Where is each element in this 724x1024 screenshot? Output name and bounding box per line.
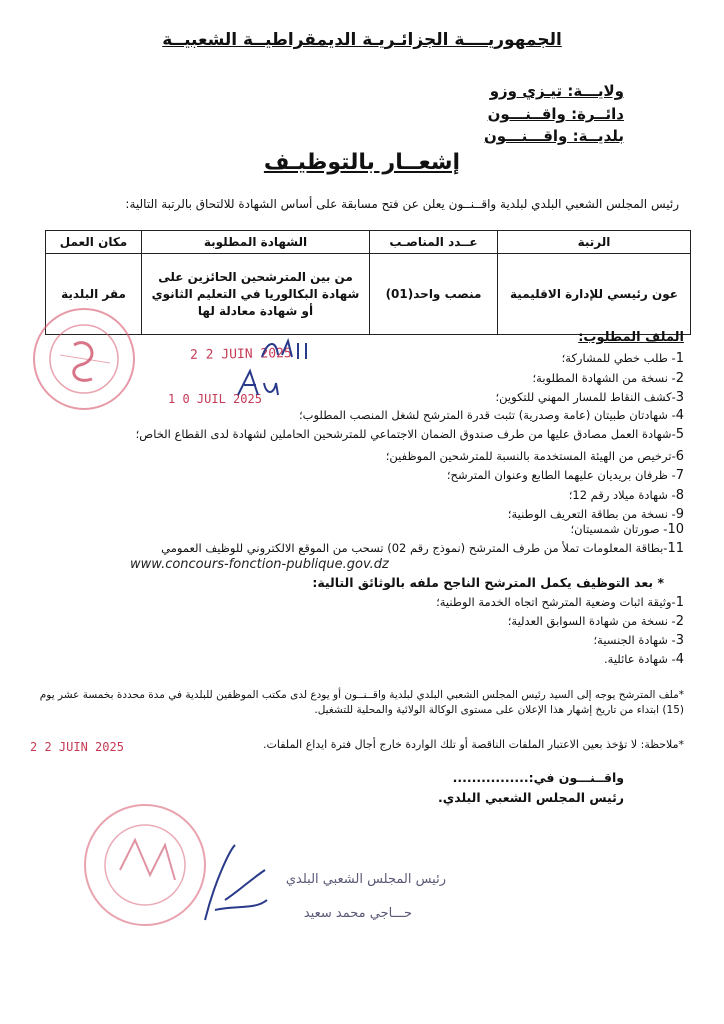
certificate-cell bbox=[142, 254, 370, 335]
signature-seal-stamp bbox=[80, 800, 210, 930]
table-header-row bbox=[46, 231, 691, 254]
note-line: (15) ابتداء من تاريخ إشهار هذا الإعلان على مستوى الوكالة الولائية والمحلية للتشغيل. bbox=[314, 704, 684, 716]
signature-role: رئيس المجلس الشعبي البلدي. bbox=[438, 790, 624, 805]
handwritten-signature bbox=[195, 840, 275, 934]
list-item: 9- نسخة من بطاقة التعريف الوطنية؛ bbox=[507, 507, 684, 522]
handwritten-initials bbox=[232, 365, 292, 409]
list-item: 1-وثيقة اثبات وضعية المترشح اتجاه الخدمة الوطنية؛ bbox=[436, 595, 684, 610]
list-item: 3-كشف النقاط للمسار المهني للتكوين؛ bbox=[495, 390, 684, 405]
submission-note bbox=[34, 688, 684, 718]
certificate-line: أو شهادة معادلة لها bbox=[197, 303, 314, 318]
list-item: 7- ظرفان بريديان عليهما الطابع وعنوان المترشح؛ bbox=[446, 468, 684, 483]
col-certificate: الشهادة المطلوبة bbox=[142, 231, 370, 254]
col-rank: الرتبة bbox=[498, 231, 691, 254]
date-stamp: 1 0 JUIL 2025 bbox=[168, 392, 262, 406]
list-item: 2- نسخة من شهادة السوابق العدلية؛ bbox=[507, 614, 684, 629]
list-item: 3- شهادة الجنسية؛ bbox=[593, 633, 684, 648]
page-title: إشعــار بالتوظيـف bbox=[263, 150, 461, 175]
republic-header: الجمهوريــــة الجزائـريـة الديمقراطيــة الشعبيــة bbox=[162, 30, 562, 50]
website-url: www.concours-fonction-publique.gov.dz bbox=[130, 557, 389, 572]
date-stamp: 2 2 JUIN 2025 bbox=[189, 346, 292, 363]
table-row bbox=[46, 254, 691, 335]
positions-table bbox=[45, 230, 691, 335]
date-stamp: 2 2 JUIN 2025 bbox=[30, 740, 124, 754]
list-item: 5-شهادة العمل مصادق عليها من طرف صندوق الضمان الاجتماعي للمترشحين الحاملين لشهادة لدى القطاع الخاص؛ bbox=[135, 427, 684, 442]
list-item: 4- شهادة عائلية. bbox=[604, 652, 684, 667]
workplace-cell: مقر البلدية bbox=[46, 254, 142, 335]
list-item: 1- طلب خطي للمشاركة؛ bbox=[561, 351, 684, 366]
dossier-title: الملف المطلوب: bbox=[578, 330, 684, 345]
after-hiring-title: * بعد التوظيف يكمل المترشح الناجح ملفه بالوثائق التالية: bbox=[312, 575, 664, 590]
certificate-line: شهادة البكالوريا في التعليم الثانوي bbox=[151, 286, 360, 301]
signature-place: واقــنـــون في:................ bbox=[452, 770, 624, 785]
list-item: 2- نسخة من الشهادة المطلوبة؛ bbox=[532, 371, 684, 386]
municipal-seal-stamp bbox=[30, 305, 138, 413]
col-posts: عــدد المناصـب bbox=[370, 231, 498, 254]
note-line: *ملف المترشح يوجه إلى السيد رئيس المجلس الشعبي البلدي لبلدية واقــنــون أو يودع لدى مكتب الموظفين للبلدية في مدة محددة بخمسة عشر يوم bbox=[39, 689, 684, 701]
baladia-label: بلديــة: واقـــنـــون bbox=[483, 127, 624, 145]
list-item: 6-ترخيص من الهيئة المستخدمة بالنسبة للمترشحين الموظفين؛ bbox=[385, 449, 684, 464]
stamp-role: رئيس المجلس الشعبي البلدي bbox=[285, 872, 446, 887]
col-workplace: مكان العمل bbox=[46, 231, 142, 254]
list-item: 4- شهادتان طبيتان (عامة وصدرية) تثبت قدرة المترشح لشغل المنصب المطلوب؛ bbox=[298, 408, 684, 423]
intro-text: رئيس المجلس الشعبي البلدي لبلدية واقــنــون يعلن عن فتح مسابقة على أساس الشهادة للالتحاق بالرتبة التالية: bbox=[125, 197, 679, 211]
daira-label: دائــرة: واقــنـــون bbox=[487, 105, 624, 123]
handwritten-initials bbox=[258, 335, 318, 369]
stamp-name: حـــاجي محمد سعيد bbox=[303, 906, 412, 921]
rank-cell: عون رئيسي للإدارة الاقليمية bbox=[498, 254, 691, 335]
certificate-line: من بين المترشحين الحائزين على bbox=[158, 269, 353, 284]
list-item: 11-بطاقة المعلومات تملأ من طرف المترشح (نموذج رقم 02) تسحب من الموقع الالكتروني للوظيف العمومي bbox=[161, 541, 684, 556]
list-item: 8- شهادة ميلاد رقم 12؛ bbox=[568, 488, 684, 503]
remark-note: *ملاحظة: لا تؤخذ بعين الاعتبار الملفات الناقصة أو تلك الواردة خارج أجال فترة ايداع الملفات. bbox=[263, 738, 684, 751]
wilaya-label: ولايـــة: تيـزي وزو bbox=[489, 82, 624, 100]
posts-cell: منصب واحد(01) bbox=[370, 254, 498, 335]
list-item: 10- صورتان شمسيتان؛ bbox=[570, 522, 684, 537]
